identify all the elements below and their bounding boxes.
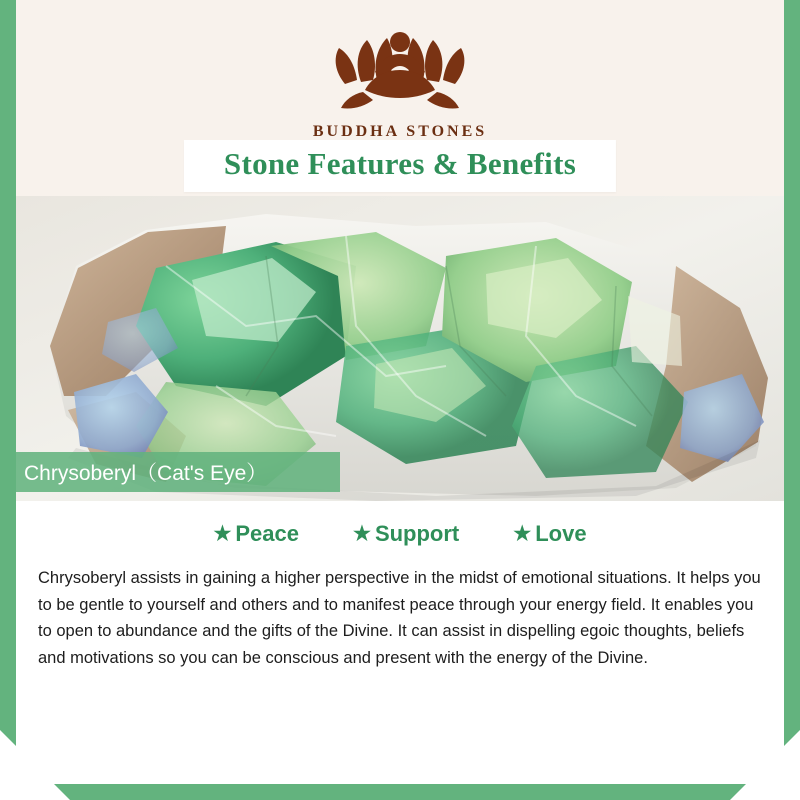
header-band <box>16 0 784 196</box>
page-title-bar <box>184 140 616 192</box>
keyword-item-support <box>353 521 459 547</box>
content-section <box>16 501 784 784</box>
frame-bottom-border <box>0 784 800 800</box>
star-icon: ★ <box>513 523 532 545</box>
keyword-label: Peace <box>235 521 299 546</box>
keyword-label: Support <box>374 521 460 546</box>
stone-description: Chrysoberyl assists in gaining a higher perspective in the midst of emotional situations. It helps you to be gentle to yourself and others and to manifest peace through your energy field. It enables you to open to abundance and the gifts of the Divine. It can assist in dispelling egoic thoughts, beliefs and motivations so you can be conscious and present with the energy of the Divine. <box>38 569 761 668</box>
lotus-meditation-icon <box>315 22 485 119</box>
corner-bottom-right-decoration <box>730 730 800 800</box>
keyword-item-peace <box>213 521 299 547</box>
star-icon: ★ <box>353 523 371 545</box>
stone-name-text: Chrysoberyl（Cat's Eye） <box>24 462 268 485</box>
stone-name-caption <box>0 452 340 492</box>
page-title: Stone Features & Benefits <box>223 146 577 181</box>
star-icon: ★ <box>213 523 232 545</box>
brand-name: BUDDHA STONES <box>312 123 488 140</box>
keyword-list <box>16 521 784 547</box>
brand-logo <box>16 22 784 141</box>
keyword-item-love <box>513 521 586 547</box>
corner-bottom-left-decoration <box>0 730 70 800</box>
keyword-label: Love <box>535 521 587 546</box>
frame-right-border <box>784 0 800 800</box>
frame-left-border <box>0 0 16 800</box>
